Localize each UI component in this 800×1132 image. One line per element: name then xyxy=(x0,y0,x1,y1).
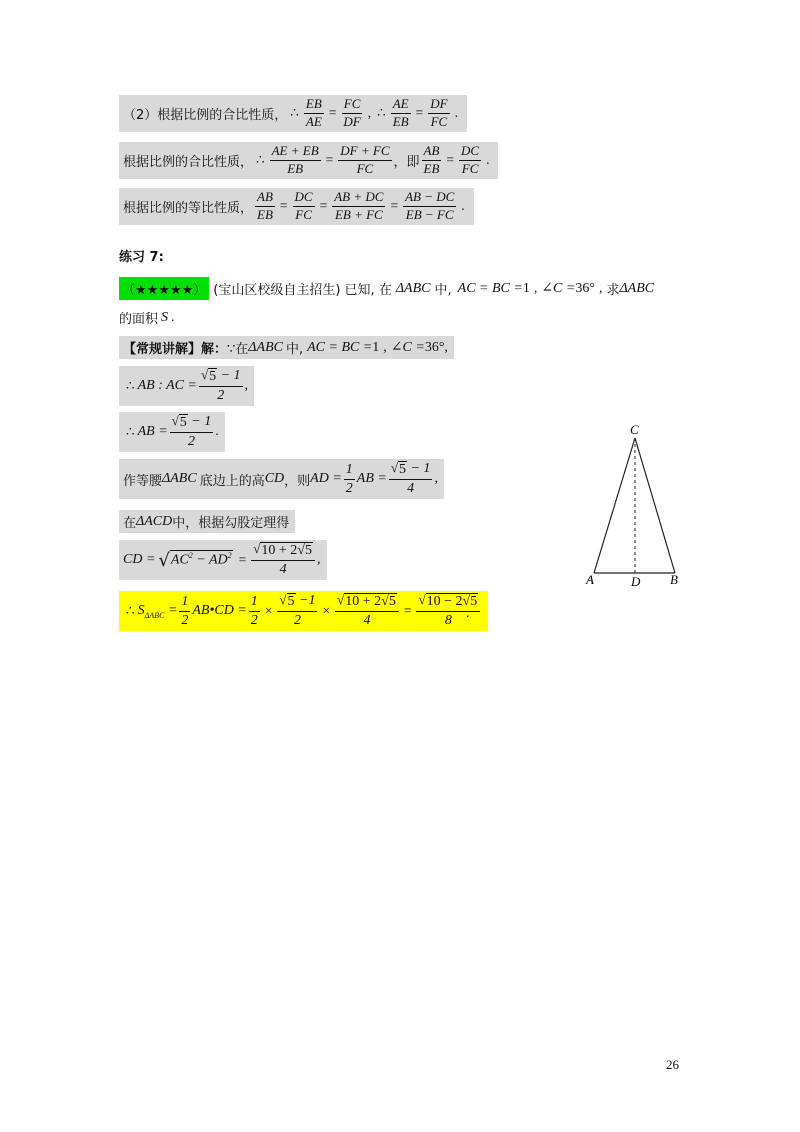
problem-text-b: 中, xyxy=(434,283,452,298)
triangle-figure xyxy=(580,418,690,593)
iso-text-a: 作等腰 xyxy=(123,473,163,489)
frac-dc-fc: $\frac{DC}{FC}$ xyxy=(461,143,480,176)
vertex-d-label: D xyxy=(631,574,641,589)
document-page: （2）根据比例的合比性质， ∴ $\frac{EB}{AE}$ = $\frac{FC}{DF}$ , ∴ $\frac{AE}{EB}$ = $\frac{DF}{FC}$ . 根据比例的合比性质， ∴ $\frac{AE + EB}{EB}$ = $\frac{DF + FC}{FC}$ ，即 $\frac{AB}{EB}$ = $\frac{DC}{FC}$ . 根据比例的等比性质， $\frac{AB}{EB}$ = $\frac{DC}{FC}$ = $\frac{AB + DC}{EB + FC}$ = $\frac{AB - DC}{EB - FC}$ . 练习 7: （★★★★★） (宝山区校级自主招生) 已知, 在 ΔABC 中, AC = BC = 1 , ∠C = 36° , 求 ΔABC 的面积 S . 【常规讲解】解： ∵在 ΔABC 中, AC = BC = 1 , ∠C = 36° , ∴ AB : AC = √ 5 − 1 2 , ∴ AB = √ 5 − 1 2 . 作等腰 ΔABC 底边上的高 CD ，则 AD = $\frac{1}{2}$ AB = √ 5 − 1 4 , 在 ΔACD 中，根据勾股定理得 CD = √ $AC^2 - AD^2$ = √ 10 + 2√5 4 , ∴ $S_{\Delta ABC}$ = $\frac{1}{2}$ AB•CD = $\frac{1}{2}$ × √ 5 −1 2 × √ 10 + 2√5 4 = √ 10 − 2√5 8 . C A D B 26 xyxy=(0,0,800,1132)
frac-area-ab: √ 5 −1 2 xyxy=(279,592,316,629)
vertex-c-label: C xyxy=(630,422,639,437)
frac-df-fc-sum: $\frac{DF + FC}{FC}$ xyxy=(340,143,390,176)
frac-half: $\frac{1}{2}$ xyxy=(345,461,353,496)
ab-value: ∴ AB = √ 5 − 1 2 . xyxy=(119,412,225,452)
ratio-line-1-label: （2）根据比例的合比性质， xyxy=(123,107,288,123)
frac-dc-fc-2: $\frac{DC}{FC}$ xyxy=(294,189,313,222)
altitude-line: 作等腰 ΔABC 底边上的高 CD ，则 AD = $\frac{1}{2}$ AB = √ 5 − 1 4 , xyxy=(119,459,444,499)
because-text: ∵在 xyxy=(227,342,249,357)
explain-line: 【常规讲解】解： ∵在 ΔABC 中, AC = BC = 1 , ∠C = 36° , xyxy=(119,336,454,359)
frac-area-half: $\frac{1}{2}$ xyxy=(181,593,189,628)
ratio-line-2: 根据比例的合比性质， ∴ $\frac{AE + EB}{EB}$ = $\frac{DF + FC}{FC}$ ，即 $\frac{AB}{EB}$ = $\frac{DC}{FC}$ . xyxy=(119,142,498,179)
ratio-line-2-label: 根据比例的合比性质， xyxy=(123,154,254,170)
exercise-title: 练习 7: xyxy=(119,250,164,265)
ratio-line-1: （2）根据比例的合比性质， ∴ $\frac{EB}{AE}$ = $\frac{FC}{DF}$ , ∴ $\frac{AE}{EB}$ = $\frac{DF}{FC}$ . xyxy=(119,95,467,132)
problem-line-2: 的面积 S . xyxy=(119,309,175,327)
frac-ab-eb-2: $\frac{AB}{EB}$ xyxy=(257,189,273,222)
zhong-text: 中, xyxy=(285,342,304,357)
iso-text-b: 底边上的高 xyxy=(199,473,265,489)
explain-head: 【常规讲解】解： xyxy=(123,342,228,357)
pythagoras-line: 在 ΔACD 中，根据勾股定理得 xyxy=(119,510,295,533)
frac-area-half-2: $\frac{1}{2}$ xyxy=(250,593,258,628)
frac-area-cd: √ 10 + 2√5 4 xyxy=(335,593,399,629)
exercise-heading xyxy=(119,246,164,265)
ratio-line-3-label: 根据比例的等比性质， xyxy=(123,200,254,216)
ratio-line-2-mid: ，即 xyxy=(393,154,420,170)
ratio-ab-ac: ∴ AB : AC = √ 5 − 1 2 , xyxy=(119,366,254,406)
frac-df-fc: $\frac{DF}{FC}$ xyxy=(430,96,448,129)
iso-text-c: ，则 xyxy=(284,473,311,489)
frac-ab-eb: $\frac{AB}{EB}$ xyxy=(423,143,440,176)
area-result: ∴ $S_{\Delta ABC}$ = $\frac{1}{2}$ AB•CD = $\frac{1}{2}$ × √ 5 −1 2 × √ 10 + 2√5 4 = √ 10 − 2√5 8 xyxy=(119,591,488,631)
frac-cd: √ 10 + 2√5 4 xyxy=(251,542,315,578)
pyth-text-a: 在 xyxy=(123,516,137,531)
vertex-a-label: A xyxy=(586,572,594,587)
frac-fc-df: $\frac{FC}{DF}$ xyxy=(343,96,361,129)
frac-golden: √ 5 − 1 2 xyxy=(200,367,241,404)
problem-line: （★★★★★） (宝山区校级自主招生) 已知, 在 ΔABC 中, AC = BC = 1 , ∠C = 36° , 求 ΔABC xyxy=(119,277,654,300)
frac-ae-eb: $\frac{AE}{EB}$ xyxy=(392,96,409,129)
frac-ad: √ 5 − 1 4 xyxy=(390,460,431,497)
frac-area-result: √ 10 − 2√5 8 xyxy=(416,593,480,629)
problem-text-c: 求 xyxy=(606,283,620,298)
cd-value: CD = √ $AC^2 - AD^2$ = √ 10 + 2√5 4 , xyxy=(119,540,327,580)
frac-ae-eb-sum: $\frac{AE + EB}{EB}$ xyxy=(271,143,319,176)
sqrt-ac-ad: √ $AC^2 - AD^2$ xyxy=(158,549,232,571)
problem-text-a: (宝山区校级自主招生) 已知, 在 xyxy=(213,283,392,298)
page-number: 26 xyxy=(666,1057,679,1072)
ratio-line-3: 根据比例的等比性质， $\frac{AB}{EB}$ = $\frac{DC}{FC}$ = $\frac{AB + DC}{EB + FC}$ = $\frac{AB - DC}{EB - FC}$ . xyxy=(119,188,474,225)
frac-ab: √ 5 − 1 2 xyxy=(171,413,212,450)
frac-eb-ae: $\frac{EB}{AE}$ xyxy=(305,96,322,129)
pyth-text-b: 中，根据勾股定理得 xyxy=(172,516,290,531)
vertex-b-label: B xyxy=(670,572,678,587)
difficulty-stars: （★★★★★） xyxy=(119,277,209,300)
problem-text-d: 的面积 xyxy=(119,312,159,327)
frac-diff-ratio: $\frac{AB - DC}{EB - FC}$ xyxy=(405,189,455,222)
frac-sum-ratio: $\frac{AB + DC}{EB + FC}$ xyxy=(334,189,384,222)
